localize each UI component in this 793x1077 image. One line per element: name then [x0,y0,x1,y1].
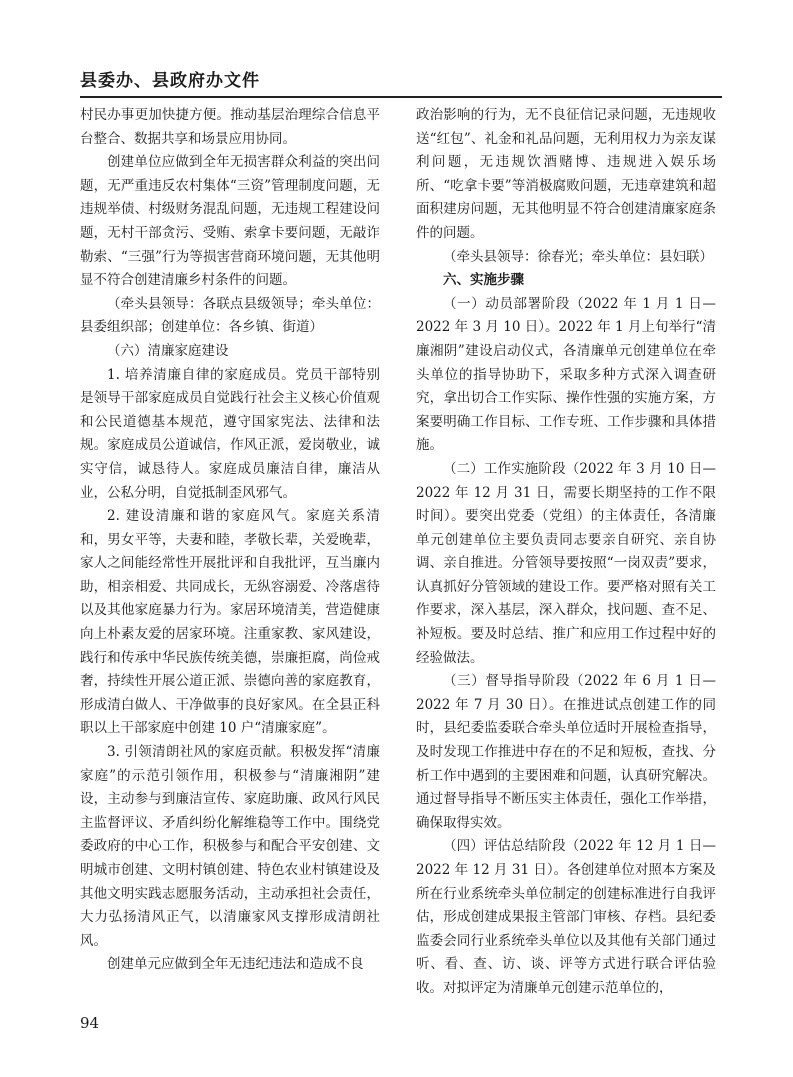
paragraph: 2. 建设清廉和谐的家庭风气。家庭关系清和，男女平等，夫妻和睦，孝敬长辈，关爱晚辈，家人之间能经常性开展批评和自我批评，互当廉内助，相亲相爱、共同成长，无纵容溺爱、冷落虐待以及其他家庭暴力行为。家居环境清美，营造健康向上朴素友爱的居家环境。注重家教、家风建设，践行和传承中华民族传统美德，崇廉拒腐，尚俭戒奢，持续性开展公道正派、崇德向善的家庭教育，形成清白做人、干净做事的良好家风。在全县正科职以上干部家庭中创建 10 户“清廉家庭”。 [80,508,380,737]
left-column [80,104,380,977]
running-header: 县委办、县政府办文件 [80,71,260,91]
page-number: 94 [80,1014,100,1032]
paragraph: （三）督导指导阶段（2022 年 6 月 1 日—2022 年 7 月 30 日）。在推进试点创建工作的同时，县纪委监委联合牵头单位适时开展检查指导，及时发现工作推进中存在的不足和短板，查找、分析工作中遇到的主要困难和问题，认真研究解决。通过督导指导不断压实主体责任，强化工作举措，确保取得实效。 [416,673,716,831]
paragraph: 3. 引领清朗社风的家庭贡献。积极发挥“清廉家庭”的示范引领作用，积极参与“清廉湘阴”建设，主动参与到廉洁宣传、家庭助廉、政风行风民主监督评议、矛盾纠纷化解维稳等工作中。围绕党委政府的中心工作，积极参与和配合平安创建、文明城市创建、文明村镇创建、特色农业村镇建设及其他文明实践志愿服务活动，主动承担社会责任，大力弘扬清风正气，以清廉家风支撑形成清朗社风。 [80,744,380,949]
header-rule [80,96,722,98]
section-heading: （六）清廉家庭建设 [107,342,229,359]
paragraph: 村民办事更加快捷方便。推动基层治理综合信息平台整合、数据共享和场景应用协同。 [80,107,380,147]
paragraph: 政治影响的行为，无不良征信记录问题，无违规收送“红包”、礼金和礼品问题，无利用权力为亲友谋利问题，无违规饮酒赌博、违规进入娱乐场所、“吃拿卡要”等消极腐败问题，无违章建筑和超面积建房问题，无其他明显不符合创建清廉家庭条件的问题。 [416,107,716,241]
section-heading: 六、实施步骤 [443,272,524,289]
paragraph: （一）动员部署阶段（2022 年 1 月 1 日—2022 年 3 月 10 日）。2022 年 1 月上旬举行“清廉湘阴”建设启动仪式，各清廉单元创建单位在牵头单位的指导协助下，采取多种方式深入调查研究，拿出切合工作实际、操作性强的实施方案，方案要明确工作目标、工作专班、工作步骤和具体措施。 [416,295,716,454]
paragraph: （牵头县领导：徐春光；牵头单位：县妇联） [443,248,713,265]
paragraph: 1. 培养清廉自律的家庭成员。党员干部特别是领导干部家庭成员自觉践行社会主义核心价值观和公民道德基本规范，遵守国家宪法、法律和法规。家庭成员公道诚信，作风正派，爱岗敬业，诚实守信，诚恳待人。家庭成员廉洁自律，廉洁从业，公私分明，自觉抵制歪风邪气。 [80,366,380,501]
right-column [416,104,716,1001]
paragraph: （四）评估总结阶段（2022 年 12 月 1 日—2022 年 12 月 31 日）。各创建单位对照本方案及所在行业系统牵头单位制定的创建标准进行自我评估，形成创建成果报主管部门审核、存档。县纪委监委会同行业系统牵头单位以及其他有关部门通过听、看、查、访、谈、评等方式进行联合评估验收。对拟评定为清廉单元创建示范单位的， [416,838,716,996]
paragraph: （二）工作实施阶段（2022 年 3 月 10 日—2022 年 12 月 31 日，需要长期坚持的工作不限时间）。要突出党委（党组）的主体责任，各清廉单元创建单位主要负责同志要亲自研究、亲自协调、亲自推进。分管领导要按照“一岗双责”要求，认真抓好分管领域的建设工作。要严格对照有关工作要求，深入基层，深入群众，找问题、查不足、补短板。要及时总结、推广和应用工作过程中好的经验做法。 [416,460,716,666]
paragraph: 创建单位应做到全年无损害群众利益的突出问题，无严重违反农村集体“三资”管理制度问题，无违规举债、村级财务混乱问题，无违规工程建设问题，无村干部贪污、受贿、索拿卡要问题，无敲诈勒索、“三强”行为等损害营商环境问题，无其他明显不符合创建清廉乡村条件的问题。 [80,154,380,289]
paragraph: 创建单元应做到全年无违纪违法和造成不良 [107,956,364,973]
paragraph: （牵头县领导：各联点县级领导；牵头单位：县委组织部；创建单位：各乡镇、街道） [80,295,380,336]
